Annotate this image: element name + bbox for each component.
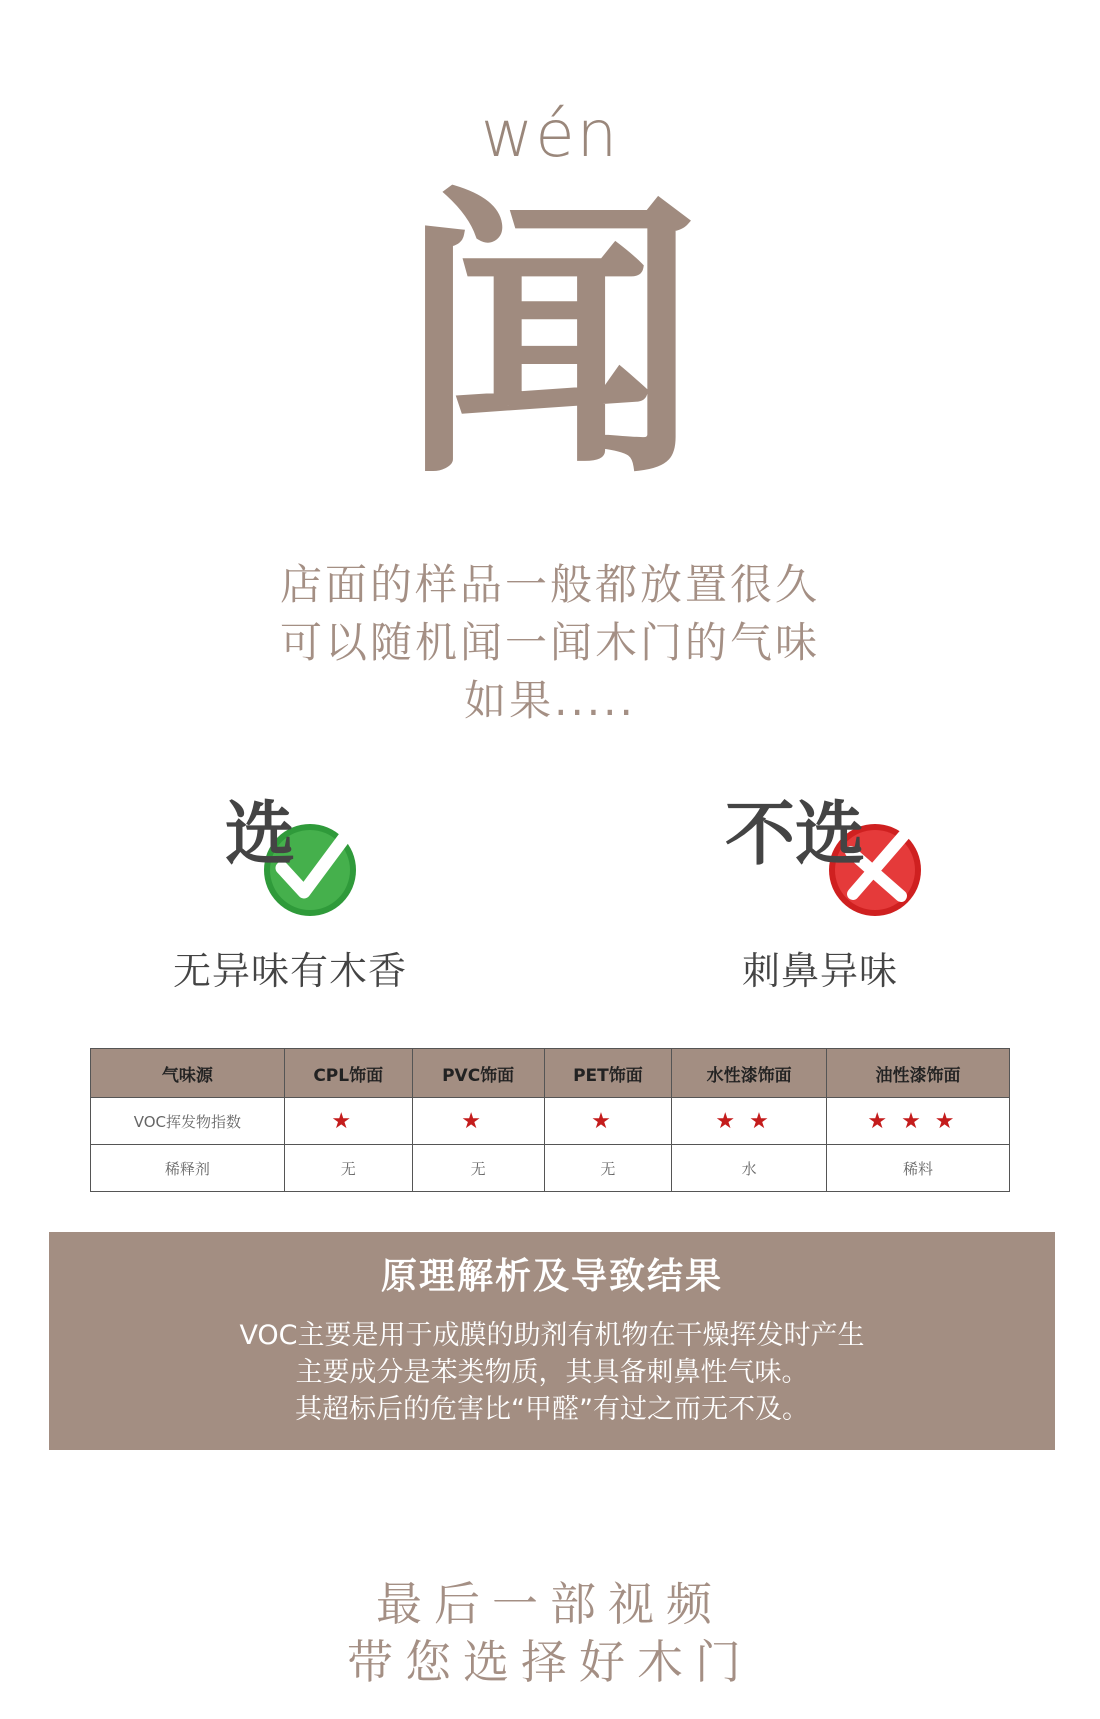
principle-line-3: 其超标后的危害比“甲醛”有过之而无不及。 bbox=[295, 1394, 809, 1425]
pinyin-heading: wén bbox=[480, 98, 620, 172]
star-icon: ★★ bbox=[715, 1108, 783, 1134]
star-icon: ★★★ bbox=[867, 1108, 969, 1134]
principle-body bbox=[49, 1317, 1055, 1428]
star-icon: ★ bbox=[591, 1108, 625, 1134]
table-row-label: 稀释剂 bbox=[91, 1145, 285, 1192]
table-header-cell: PVC饰面 bbox=[412, 1049, 544, 1098]
table-header-cell: 气味源 bbox=[91, 1049, 285, 1098]
choice-select-word: 选 bbox=[225, 793, 295, 875]
table-header-cell: PET饰面 bbox=[544, 1049, 672, 1098]
choice-select bbox=[90, 770, 490, 995]
table-header-cell: 油性漆饰面 bbox=[826, 1049, 1009, 1098]
choice-reject-caption: 刺鼻异味 bbox=[741, 949, 898, 993]
star-rating bbox=[284, 1098, 412, 1145]
principle-line-1: VOC主要是用于成膜的助剂有机物在干燥挥发时产生 bbox=[239, 1320, 865, 1351]
choice-reject bbox=[620, 770, 1020, 995]
star-icon: ★ bbox=[331, 1108, 366, 1134]
star-rating bbox=[412, 1098, 544, 1145]
table-row-label: VOC挥发物指数 bbox=[91, 1098, 285, 1145]
table-cell: 无 bbox=[284, 1145, 412, 1192]
table-cell: 水 bbox=[672, 1145, 827, 1192]
star-rating bbox=[672, 1098, 827, 1145]
choice-select-caption: 无异味有木香 bbox=[172, 949, 407, 993]
table-row bbox=[91, 1145, 1010, 1192]
intro-line-3: 如果..... bbox=[464, 676, 636, 725]
intro-line-1: 店面的样品一般都放置很久 bbox=[279, 560, 820, 609]
table-row bbox=[91, 1098, 1010, 1145]
choice-reject-head bbox=[620, 770, 1020, 900]
star-rating bbox=[544, 1098, 672, 1145]
principle-title: 原理解析及导致结果 bbox=[380, 1256, 723, 1297]
choice-select-head bbox=[90, 770, 490, 900]
table-header-cell: CPL饰面 bbox=[284, 1049, 412, 1098]
principle-panel bbox=[49, 1232, 1055, 1450]
table-cell: 稀料 bbox=[826, 1145, 1009, 1192]
footer-text bbox=[0, 1575, 1100, 1691]
title-character: 闻 bbox=[400, 165, 700, 514]
intro-line-2: 可以随机闻一闻木门的气味 bbox=[279, 618, 820, 667]
footer-line-2: 带您选择好木门 bbox=[347, 1635, 753, 1689]
table-header-cell: 水性漆饰面 bbox=[672, 1049, 827, 1098]
star-rating bbox=[826, 1098, 1009, 1145]
choice-reject-word: 不选 bbox=[725, 793, 865, 875]
comparison-table bbox=[90, 1048, 1010, 1192]
table-header-row bbox=[91, 1049, 1010, 1098]
star-icon: ★ bbox=[461, 1108, 495, 1134]
table-cell: 无 bbox=[544, 1145, 672, 1192]
principle-line-2: 主要成分是苯类物质，其具备刺鼻性气味。 bbox=[295, 1357, 809, 1388]
table-cell: 无 bbox=[412, 1145, 544, 1192]
intro-text bbox=[0, 556, 1100, 730]
footer-line-1: 最后一部视频 bbox=[376, 1577, 724, 1631]
